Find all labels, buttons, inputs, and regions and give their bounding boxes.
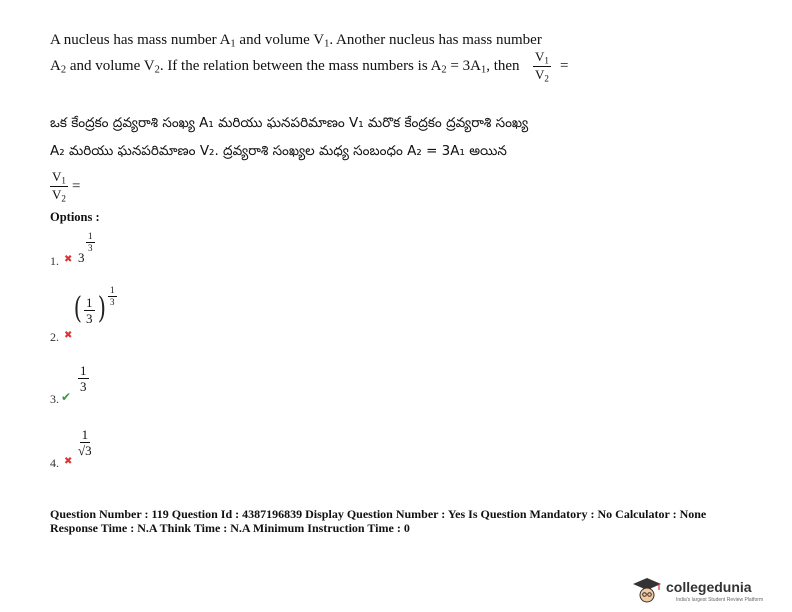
option-number: 1. bbox=[50, 254, 59, 268]
correct-check-icon: ✔ bbox=[61, 390, 72, 404]
option-1-exponent: $\frac{1}{3}$ bbox=[88, 231, 93, 253]
question-text-te-line2: A₂ మరియు ఘనపరిమాణం V₂. ద్రవ్యరాశి సంఖ్యల మధ్య సంబంధం A₂ = 3A₁ అయిన bbox=[50, 143, 507, 159]
option-4-fraction: $\frac{1}{√3}$ bbox=[78, 427, 92, 458]
ratio-fraction-te: $\frac{V_1}{V_2}$ = bbox=[52, 169, 81, 204]
question-text-en-line1: A nucleus has mass number $A_1$ and volume $V_1$. Another nucleus has mass number bbox=[50, 32, 542, 50]
equals-sign-en: = bbox=[560, 58, 569, 74]
graduate-cap-icon bbox=[632, 576, 662, 609]
option-number: 4. bbox=[50, 456, 59, 470]
option-3[interactable] bbox=[50, 360, 150, 406]
logo-name: collegedunia bbox=[666, 579, 752, 595]
options-heading: Options : bbox=[50, 210, 100, 224]
option-4[interactable] bbox=[50, 424, 150, 470]
wrong-mark-icon: ✖ bbox=[64, 330, 73, 341]
option-1-base: 3 bbox=[78, 250, 85, 265]
wrong-mark-icon: ✖ bbox=[64, 456, 73, 467]
question-meta-line1: Question Number : 119 Question Id : 4387196839 Display Question Number : Yes Is Question Mandatory : No Calculator : None bbox=[50, 507, 707, 521]
right-paren: ) bbox=[97, 291, 106, 326]
equals-sign-te: = bbox=[71, 178, 81, 195]
collegedunia-logo bbox=[632, 576, 782, 606]
left-paren: ( bbox=[73, 291, 82, 326]
wrong-mark-icon: ✖ bbox=[64, 254, 73, 265]
option-3-fraction: $\frac{1}{3}$ bbox=[80, 363, 87, 394]
ratio-fraction-en: $\frac{V_1}{V_2}$ bbox=[535, 49, 549, 84]
question-meta-line2: Response Time : N.A Think Time : N.A Minimum Instruction Time : 0 bbox=[50, 521, 410, 535]
question-text-en-line2: $A_2$ and volume $V_2$. If the relation between the mass numbers is $A_2 = 3A_1$, then bbox=[50, 58, 520, 76]
option-2-fraction: $\frac{1}{3}$ bbox=[86, 295, 93, 326]
option-number: 3. bbox=[50, 392, 59, 406]
option-2-exponent: $\frac{1}{3}$ bbox=[110, 285, 115, 307]
option-1[interactable] bbox=[50, 230, 150, 270]
logo-tagline: India's largest Student Review Platform bbox=[676, 597, 764, 603]
option-number: 2. bbox=[50, 330, 59, 344]
question-text-te-line1: ఒక కేంద్రకం ద్రవ్యరాశి సంఖ్య A₁ మరియు ఘనపరిమాణం V₁ మరొక కేంద్రకం ద్రవ్యరాశి సంఖ్య bbox=[50, 115, 529, 131]
option-2[interactable] bbox=[50, 286, 150, 344]
